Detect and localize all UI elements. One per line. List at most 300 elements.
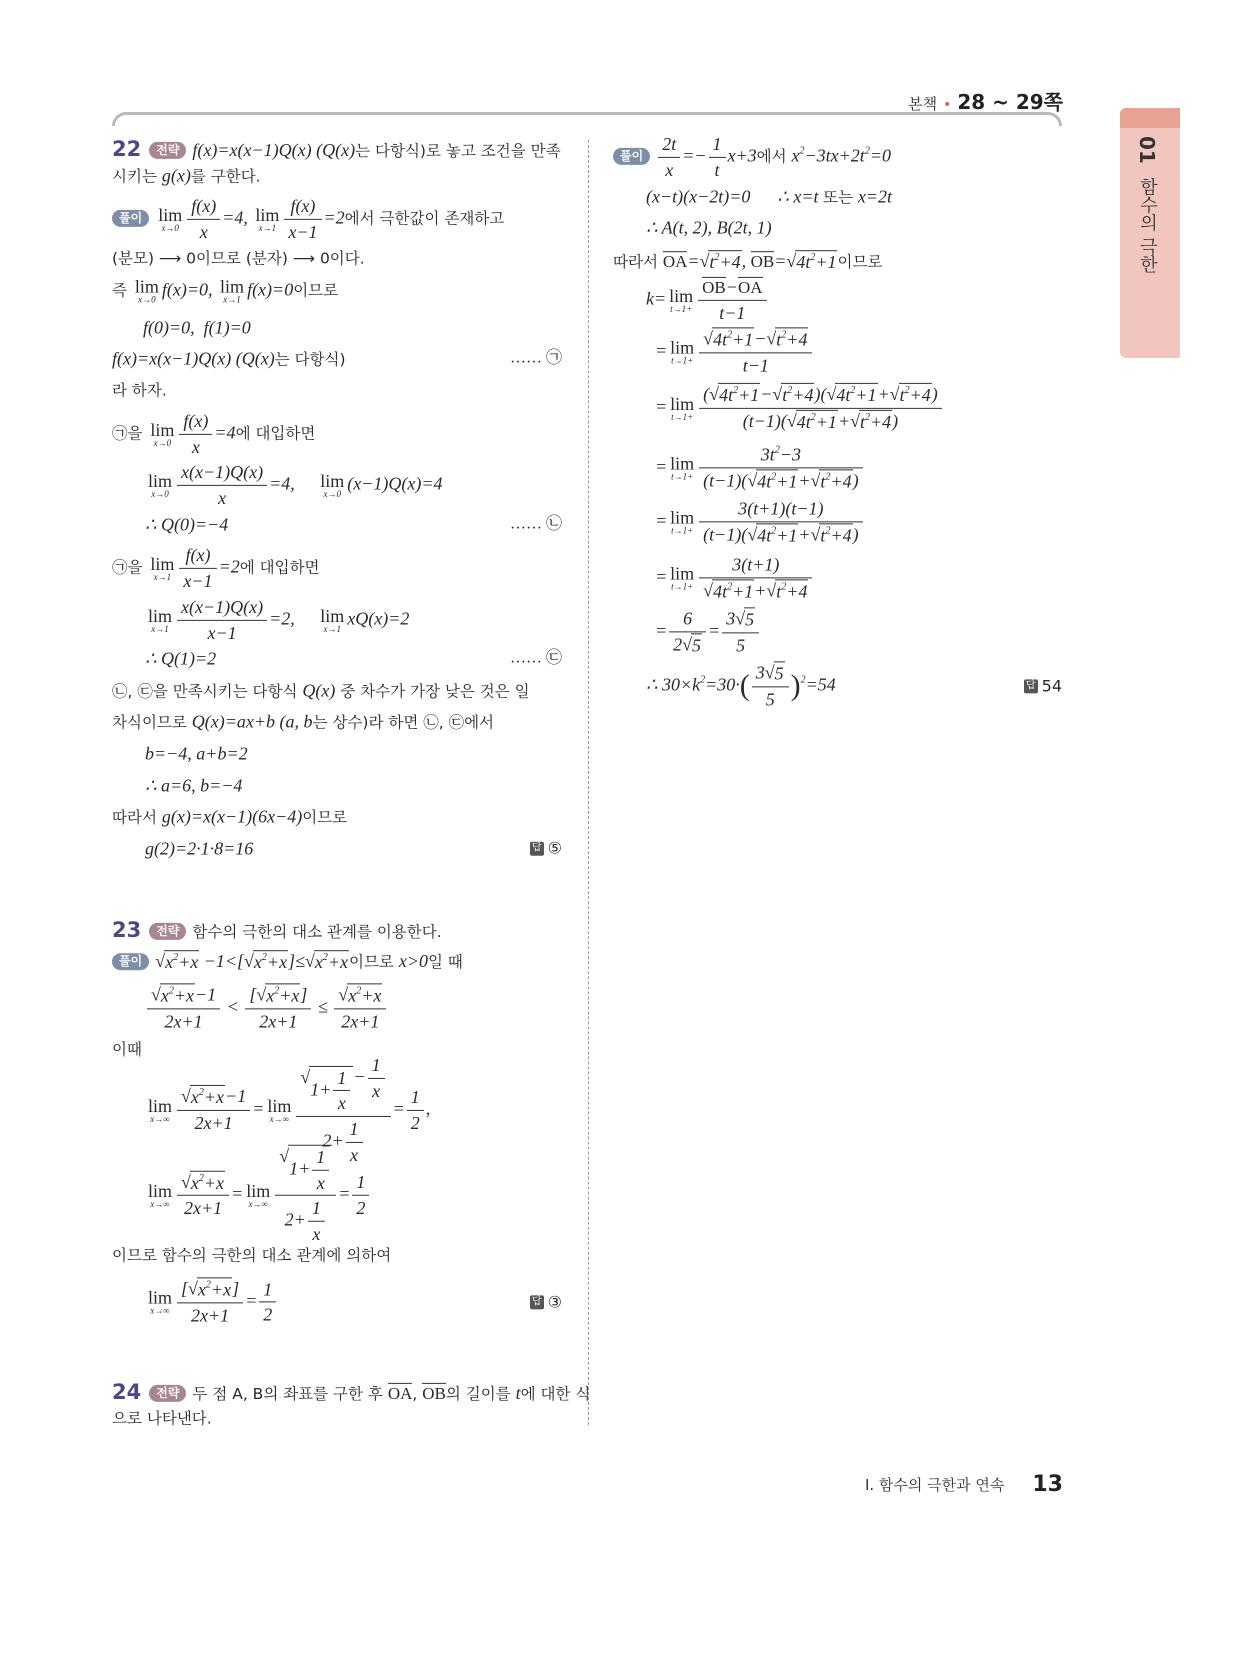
math-text: )( [814,383,827,404]
left-column-line [112,806,562,829]
limit-word: lim [670,507,695,528]
radical-icon: √ [766,580,777,600]
math-text: 4t [757,471,772,491]
math-text: + [798,470,811,490]
numerator [187,195,220,220]
radical-icon: √ [699,251,710,272]
answer [530,1292,562,1312]
radicand [775,579,808,603]
strategy-badge: 전략 [149,923,186,940]
math-text: t [859,411,865,432]
math-text: +4 [830,525,852,545]
right-column-line [655,607,1062,656]
math-text: 2x+1 [194,1113,233,1133]
left-column-line [112,348,562,371]
limit-word: lim [220,276,245,297]
numerator [245,983,311,1009]
math-text: f(0)=0, f(1)=0 [143,317,251,338]
superscript: 2 [781,581,787,592]
math-text: ) [852,470,859,490]
limit [148,1289,172,1316]
limit [148,1182,172,1209]
radicand [160,983,195,1007]
denominator [709,158,726,182]
superscript: 2 [774,444,780,456]
denominator [177,1111,250,1135]
square-root [811,469,853,493]
numerator [179,544,216,569]
limit [669,287,693,314]
superscript: 2 [173,952,179,964]
radicand [190,1085,225,1109]
math-text: +1 [815,411,837,432]
square-root [772,383,814,407]
math-text: = [252,1098,265,1119]
math-text: x [160,985,169,1006]
limit-word: lim [670,337,695,358]
square-root [766,579,808,603]
limit [670,455,694,482]
math-text: +x [361,985,382,1006]
square-root [703,327,754,351]
math-text: f(x)=x(x−1)Q(x) (Q(x) [192,139,356,160]
radical-icon: √ [826,383,837,404]
math-text: 1 [356,1171,366,1192]
text: 의 길이를 [445,1384,516,1403]
text: 에서 [756,147,792,166]
square-root [181,1085,225,1109]
radicand [718,383,760,407]
math-text: x [316,1172,325,1193]
equation-tag: …… ㉡ [509,516,562,533]
math-text: [ [181,1278,189,1299]
math-text: x [337,1093,346,1114]
limit-subscript: x→1 [153,571,172,582]
chapter-tab[interactable] [1120,108,1180,358]
math-text: 1+ [310,1079,332,1100]
radicand [265,983,300,1007]
limit-subscript: t→1+ [670,303,693,314]
left-column-line [145,743,562,766]
math-text: +x [173,985,195,1006]
solution-badge: 풀이 [112,953,149,970]
text: 에 대입하면 [235,424,316,443]
fraction [312,1146,329,1194]
limit-subscript: t→1+ [671,525,694,536]
fraction [669,607,706,656]
math-text: 5 [745,609,755,630]
superscript: 2 [727,329,733,341]
math-text: x [665,159,674,180]
text: 이므로 [837,253,883,272]
math-text: t [776,329,782,350]
math-text: f(x)=0 [247,279,294,300]
math-text: f(x)=x(x−1)Q(x) (Q(x) [112,348,275,369]
limit-subscript: x→0 [161,222,179,233]
fraction [177,1085,250,1134]
limit-subscript: x→0 [323,488,342,499]
square-root [244,950,288,974]
math-text: = [655,566,668,587]
math-text: +1 [855,384,877,405]
math-text: ) [892,410,899,431]
numerator [333,1067,350,1092]
math-text: t [899,384,905,405]
right-column-line [646,217,1062,240]
square-root [188,1277,232,1301]
radical-icon: √ [766,328,777,349]
math-text: =0 [869,145,891,166]
numerator [177,596,267,621]
numerator [275,1145,336,1196]
math-text: +4 [786,329,808,350]
right-column-line [646,661,1062,710]
radicand [309,1066,353,1115]
limit-subscript: x→∞ [150,1198,170,1209]
limit-word: lim [148,470,173,491]
fraction [699,383,942,433]
numerator [368,1054,385,1079]
limit [320,472,344,499]
limit-subscript: x→0 [138,294,156,305]
math-text: ) [931,383,938,404]
chapter-tab-stripe [1120,108,1180,128]
text: 를 구한다. [190,167,261,186]
math-text: x [190,1087,199,1108]
text: 에서 극한값이 존재하고 [344,209,505,228]
superscript: 2 [727,581,733,592]
limit-word: lim [267,1095,292,1116]
denominator [147,1009,220,1033]
numerator [259,1278,276,1303]
square-root [682,633,702,657]
math-text: b=−4, a+b=2 [145,743,248,764]
math-text: g(x) [161,165,191,186]
numerator [699,383,942,409]
math-text: +x [279,985,300,1006]
math-text: x−1 [183,570,213,591]
limit-subscript: x→0 [151,488,169,499]
limit-subscript: t→1+ [671,355,694,366]
left-column-line [145,514,562,537]
denominator [407,1111,424,1135]
left-column-line [143,317,562,340]
limit [670,339,694,366]
radicand [775,327,808,351]
radical-icon: √ [764,662,775,683]
right-column-line [646,276,1062,324]
segment-label: OA [737,277,763,297]
math-text: 2x+1 [183,1198,223,1218]
fraction [245,983,311,1032]
math-text: − [353,1066,366,1087]
math-text: = [231,1183,244,1204]
math-text: Q(x)=ax+b (a, b [191,711,313,732]
limit [670,395,694,422]
math-text: +1 [776,471,798,491]
math-text: k= [646,288,667,309]
square-root [279,1145,332,1194]
math-text: 5 [765,689,775,709]
denominator [275,1196,336,1245]
fraction [368,1054,385,1102]
math-text: 4t [713,581,728,601]
square-root [811,523,853,547]
math-text: =30· [705,674,740,695]
math-text: +4 [909,384,931,405]
limit-subscript: x→1 [323,623,342,634]
text: 이므로 [302,808,348,827]
square-root [703,579,754,603]
radical-icon: √ [279,1145,290,1166]
math-text: −1 [225,1086,247,1107]
math-text: = [245,1290,258,1311]
math-text: = [655,340,668,361]
radical-icon: √ [772,383,783,404]
radicand [756,523,798,547]
math-text: 2 [263,1304,273,1325]
radicand [190,1170,225,1194]
answer [530,839,562,859]
math-text: −1 [195,984,217,1005]
math-text: g(2)=2·1·8=16 [145,838,254,859]
text: 따라서 [112,808,162,827]
fraction [699,327,812,376]
math-text: , [741,251,751,272]
fraction [179,544,216,592]
denominator [699,353,812,377]
denominator [669,632,706,657]
math-text: , [425,1098,431,1119]
text: 함수의 극한의 대소 관계를 이용한다. [192,922,442,941]
text: 에 대입하면 [239,558,320,577]
radical-icon: √ [810,524,821,544]
radical-icon: √ [786,410,797,431]
math-text: − [754,328,767,349]
radicand [819,469,852,493]
math-text: 4t [757,525,772,545]
limit-subscript: x→1 [151,623,169,634]
superscript: 2 [799,145,805,157]
limit-word: lim [246,1180,271,1201]
text: 는 상수)라 하면 ㉡, ㉢에서 [312,713,495,732]
math-text: +x [203,1172,225,1193]
math-text: t [820,525,826,545]
superscript: 2 [198,1172,204,1184]
numerator [352,1171,369,1196]
left-column-line [112,1379,591,1405]
radical-icon: √ [151,984,161,1005]
math-text: 5 [692,635,702,655]
limit-word: lim [148,1287,173,1308]
answer-value: 54 [1041,676,1062,695]
square-root [850,410,892,434]
radicand [796,410,838,434]
radicand [347,983,382,1007]
numerator [177,1277,243,1303]
right-column-line [655,327,1062,376]
limit-word: lim [134,276,159,297]
left-column-line [112,410,562,458]
problem-number: 23 [112,917,142,942]
radical-icon: √ [188,1278,198,1299]
fraction [752,661,789,710]
math-text: 1 [316,1146,326,1167]
denominator [177,1196,229,1220]
math-text: 1 [371,1054,381,1075]
math-text: xQ(x)=2 [347,608,410,629]
radicand [197,1277,232,1301]
radicand [288,1145,332,1194]
text: 시키는 [112,167,162,186]
math-text: ∴ A(t, 2), B(2t, 1) [646,217,772,238]
denominator [698,301,766,325]
radical-icon: √ [735,608,746,629]
math-text: (t−1)( [742,410,787,431]
math-text: 4t [719,384,734,405]
superscript: 2 [714,252,720,264]
math-text: [ [249,984,257,1005]
fraction [179,410,212,458]
fraction [658,133,680,181]
superscript: 2 [205,1279,211,1291]
limit-word: lim [148,605,173,626]
math-text: t−1 [742,355,769,375]
math-text: t [782,384,788,405]
left-column-line [112,950,562,974]
fraction [699,497,862,546]
limit-word: lim [320,605,345,626]
answer-value: ③ [547,1292,562,1311]
left-column-line [112,381,562,402]
math-text: x [190,1172,199,1193]
math-text: x [372,1080,381,1101]
superscript: 2 [168,985,174,997]
text: 는 다항식) [274,350,346,369]
fraction [177,1277,243,1326]
radical-icon: √ [304,951,315,972]
denominator [333,1091,350,1115]
strategy-badge: 전략 [149,142,186,159]
segment-label: OB [422,1383,446,1403]
left-column-line [112,278,562,305]
math-text: =2 [323,207,345,228]
left-column-line [112,711,562,734]
square-root [700,250,742,274]
left-column-line [145,838,562,861]
radicand [835,383,877,407]
denominator [699,578,812,603]
solution-badge: 풀이 [112,210,149,227]
denominator [368,1079,385,1103]
square-root [256,983,300,1007]
equation-tag: …… ㉠ [509,350,562,367]
superscript: 2 [787,384,793,396]
superscript: 2 [322,952,328,964]
limit [246,1182,270,1209]
segment-label: OB [750,252,775,272]
square-root [305,950,349,974]
denominator [179,435,212,459]
limit [158,206,182,233]
superscript: 2 [781,329,787,341]
text: ㉠을 [112,424,148,443]
numerator [699,443,862,468]
fraction [259,1278,276,1326]
fraction [333,1067,350,1115]
solution-badge: 풀이 [613,148,650,165]
math-text: 3 [755,662,765,683]
superscript: 2 [864,145,870,157]
math-text: x [199,221,208,242]
denominator [284,220,321,244]
numerator [752,661,789,687]
math-text: x(x−1)Q(x) [181,596,264,617]
left-column-line [145,775,562,798]
math-text: 5 [736,635,746,655]
right-column-line [613,250,1062,274]
math-text: +1 [738,384,760,405]
math-text: x [191,436,200,457]
numerator [308,1197,325,1222]
math-text: x [218,487,227,508]
left-column-line [145,1145,562,1246]
left-column-line [112,1409,562,1430]
radical-icon: √ [709,383,720,404]
radical-icon: √ [889,383,900,404]
math-text: 1 [263,1278,273,1299]
text: 또는 [823,188,858,207]
math-text: =− [682,145,707,166]
math-text: +4 [792,384,814,405]
numerator [177,1170,229,1196]
math-text: + [798,524,811,544]
math-text: = [392,1098,405,1119]
math-text: ∴ Q(1)=2 [145,648,217,669]
square-root [709,383,760,407]
right-column-line [655,497,1062,546]
math-text: x [197,1279,206,1300]
limit-word: lim [150,419,175,440]
segment-label: OA [387,1383,413,1403]
denominator [658,158,680,182]
math-text: −3 [779,444,801,465]
limit-subscript: x→∞ [150,1113,170,1124]
column-divider [588,140,589,1425]
superscript: 2 [800,674,806,686]
denominator [259,1303,276,1327]
numerator [177,461,267,486]
math-text: f(x) [183,410,209,431]
denominator [245,1009,311,1033]
radicand [712,327,754,351]
math-text: x [350,1144,359,1165]
math-text: (x−1)Q(x)=4 [347,473,443,494]
answer-value: ⑤ [547,839,562,858]
strategy-badge: 전략 [149,1385,186,1402]
math-text: 6 [683,608,693,629]
numerator [334,983,386,1009]
math-text: +4 [719,252,741,273]
text: 일 때 [427,953,463,972]
superscript: 2 [733,384,739,396]
limit-word: lim [320,470,345,491]
numerator [722,607,759,633]
limit [255,206,279,233]
superscript: 2 [825,525,831,536]
limit [148,472,172,499]
math-text: x [314,952,323,973]
